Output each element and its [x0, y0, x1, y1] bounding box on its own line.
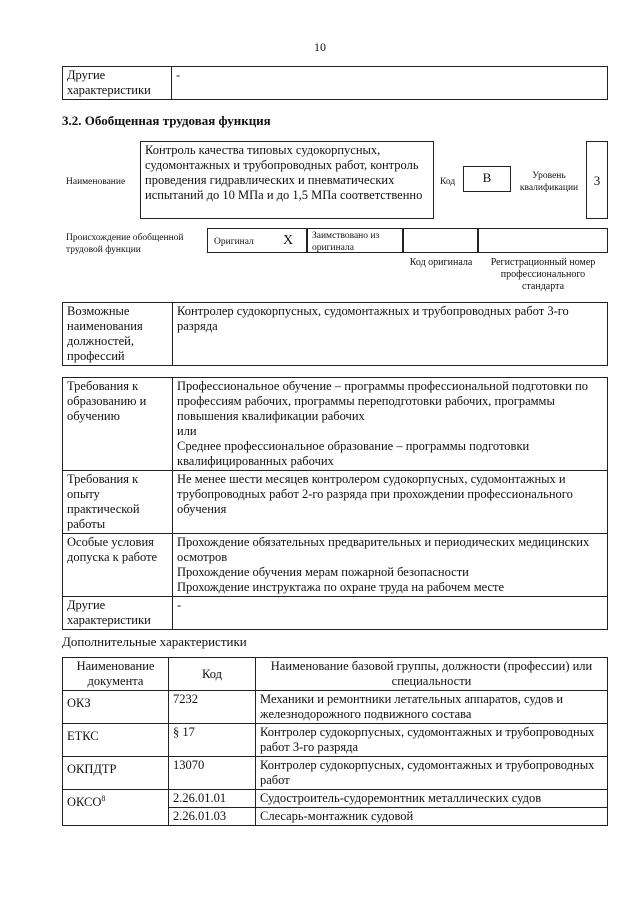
doc-cell: [63, 757, 169, 790]
positions-label: Возможные наименования должностей, профессий: [63, 303, 173, 366]
special-conditions-label: Особые условия допуска к работе: [63, 534, 173, 597]
table-row: [63, 724, 608, 757]
education-line: Профессиональное обучение – программы профессиональной подготовки по профессиям рабочих, программы переподготовки рабочих, программы повышения квалификации рабочих: [177, 379, 589, 423]
experience-line: Не менее шести месяцев контролером судокорпусных, судомонтажных и трубопроводных работ 2-го разряда при прохождении профессионального обучения: [177, 472, 573, 516]
special-conditions-value: [173, 534, 608, 597]
doc-cell: [63, 691, 169, 724]
education-line: или: [177, 424, 197, 438]
positions-table: [62, 302, 608, 366]
special-conditions-line: Прохождение инструктажа по охране труда на рабочем месте: [177, 580, 505, 594]
origin-reg-box: [478, 228, 608, 253]
special-conditions-line: Прохождение обязательных предварительных и периодических медицинских осмотров: [177, 535, 590, 564]
origin-original-label: Оригинал: [214, 237, 254, 247]
code-cell: 2.26.01.01: [169, 790, 256, 808]
additional-table: [62, 657, 608, 826]
special-conditions-line: Прохождение обучения мерам пожарной безопасности: [177, 565, 469, 579]
doc-name: ОКПДТР: [67, 762, 117, 777]
other-characteristics-table-top: [62, 66, 608, 100]
qualification-level-label: Уровень квалификации: [519, 171, 579, 193]
requirements-row-other: [63, 597, 608, 630]
requirements-row-experience: [63, 471, 608, 534]
function-name-label: Наименование: [66, 177, 126, 187]
origin-original-mark: X: [283, 233, 294, 248]
other-value: [173, 597, 608, 630]
requirements-row-education: [63, 378, 608, 471]
other-characteristics-value: -: [172, 67, 608, 100]
doc-name: ЕТКС: [67, 729, 99, 744]
experience-label: Требования к опыту практической работы: [63, 471, 173, 534]
section-title: 3.2. Обобщенная трудовая функция: [62, 113, 271, 128]
table-row: [63, 790, 608, 808]
code-label: Код: [440, 177, 456, 187]
code-cell: 2.26.01.03: [169, 808, 256, 826]
name-cell: Судостроитель-судоремонтник металлических судов: [256, 790, 608, 808]
other-characteristics-label: Другие характеристики: [63, 67, 172, 100]
code-value: B: [482, 170, 492, 185]
name-cell: Контролер судокорпусных, судомонтажных и трубопроводных работ 3-го разряда: [256, 724, 608, 757]
positions-value: Контролер судокорпусных, судомонтажных и трубопроводных работ 3-го разряда: [173, 303, 608, 366]
name-cell: Механики и ремонтники летательных аппаратов, судов и железнодорожного подвижного состава: [256, 691, 608, 724]
experience-value: [173, 471, 608, 534]
level-value: 3: [593, 173, 601, 188]
table-row: [63, 691, 608, 724]
origin-borrowed-label: Заимствовано из оригинала: [312, 231, 380, 253]
origin-label: Происхождение обобщенной трудовой функции: [66, 233, 184, 255]
header-code: Код: [169, 658, 256, 691]
table-row: [63, 757, 608, 790]
page-number: 10: [314, 40, 326, 54]
doc-name: ОКСО: [67, 795, 102, 810]
function-name-value: Контроль качества типовых судокорпусных, судомонтажных и трубопроводных работ, контроль проведения гидравлических и пневматических испытаний до 10 МПа и до 1,5 МПа соответственно: [145, 143, 423, 202]
education-value: [173, 378, 608, 471]
name-cell: Контролер судокорпусных, судомонтажных и трубопроводных работ: [256, 757, 608, 790]
other-line: -: [177, 598, 182, 612]
requirements-row-special-conditions: [63, 534, 608, 597]
origin-code-caption: Код оригинала: [409, 257, 473, 268]
additional-title: Дополнительные характеристики: [62, 634, 247, 649]
education-line: Среднее профессиональное образование – программы подготовки квалифицированных рабочих: [177, 439, 530, 468]
header-document: Наименование документа: [63, 658, 169, 691]
doc-cell: [63, 724, 169, 757]
doc-footnote: 8: [101, 794, 106, 803]
additional-header-row: [63, 658, 608, 691]
origin-code-box: [403, 228, 478, 253]
doc-cell: [63, 790, 169, 826]
requirements-table: [62, 377, 608, 630]
education-label: Требования к образованию и обучению: [63, 378, 173, 471]
other-label: Другие характеристики: [63, 597, 173, 630]
doc-name: ОКЗ: [67, 696, 91, 711]
header-name: Наименование базовой группы, должности (профессии) или специальности: [256, 658, 608, 691]
origin-reg-caption: Регистрационный номер профессионального стандарта: [490, 257, 596, 292]
name-cell: Слесарь-монтажник судовой: [256, 808, 608, 826]
code-cell: 7232: [169, 691, 256, 724]
code-cell: 13070: [169, 757, 256, 790]
code-cell: § 17: [169, 724, 256, 757]
